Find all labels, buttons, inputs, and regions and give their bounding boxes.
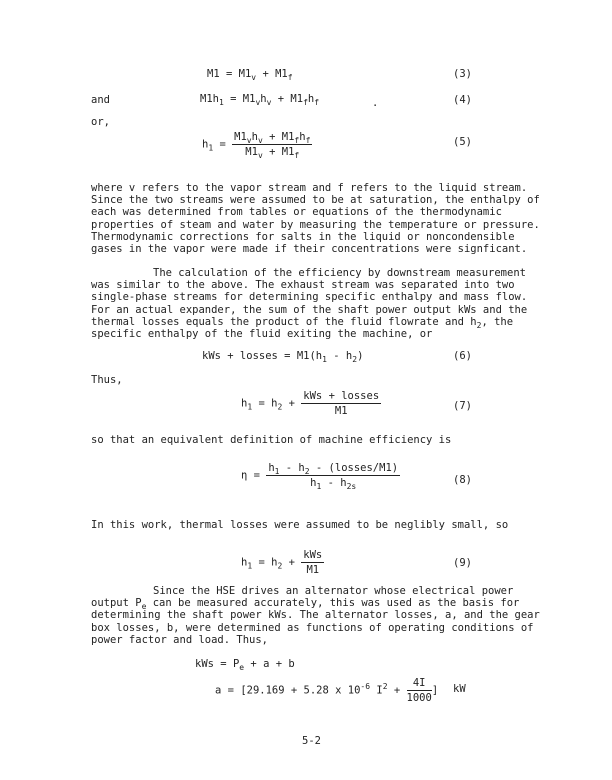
equation-number-5: (5)	[453, 136, 472, 148]
equation-7-fraction: $\frac{\text{kWs + losses}}{M1}$	[303, 390, 380, 417]
unit-kw: kW	[453, 683, 466, 695]
equation-kws: kWs = $P_e + a + b$	[195, 658, 295, 673]
paragraph-line: The calculation of the efficiency by downstream measurement	[153, 267, 526, 279]
equation-number-3: (3)	[453, 68, 472, 80]
stray-dot: .	[372, 97, 379, 109]
neglibly-small-sentence: In this work, thermal losses were assumed to be neglibly small, so	[91, 519, 509, 531]
paragraph-line: determining the shaft power kWs. The alternator losses, a, and the gear	[91, 609, 540, 622]
paragraph-line: box losses, b, were determined as functions of operating conditions of	[91, 621, 534, 634]
equation-3: $M1 = M1_v + M1_f$	[207, 68, 293, 83]
thus-label: Thus,	[91, 374, 123, 386]
equation-8: η = $\frac{h_1 - h_2 - (losses/M1)}{h_1 - h_{2s}}$	[241, 462, 399, 492]
paragraph-1	[91, 182, 540, 255]
paragraph-line: power factor and load. Thus,	[91, 633, 269, 646]
paragraph-line: For an actual expander, the sum of the shaft power output kWs and the	[91, 303, 528, 316]
and-label: and	[91, 94, 110, 106]
equivalent-definition-sentence: so that an equivalent definition of machine efficiency is	[91, 434, 452, 446]
equation-8-fraction: $\frac{h_1 - h_2 - (losses/M1)}{h_1 - h_{2s}}$	[268, 462, 399, 492]
paragraph-line: single-phase streams for determining specific enthalpy and mass flow.	[91, 291, 528, 304]
equation-number-8: (8)	[453, 474, 472, 486]
equation-number-6: (6)	[453, 350, 472, 362]
equation-number-7: (7)	[453, 400, 472, 412]
paragraph-line: thermal losses equals the product of the fluid flowrate and $h_2$, the	[91, 315, 514, 330]
paragraph-line: was similar to the above. The exhaust stream was separated into two	[91, 279, 515, 292]
paragraph-line: Since the two streams were assumed to be at saturation, the enthalpy of	[91, 194, 540, 207]
paragraph-line: properties of steam and water by measuring the temperature or pressure.	[91, 218, 540, 231]
equation-5: $h_1$ = $\frac{M1_vh_v + M1_fh_f}{M1_v + M1_f}$	[202, 131, 311, 161]
paragraph-line: each was determined from tables or equations of the thermodynamic	[91, 206, 502, 219]
paragraph-line: specific enthalpy of the fluid exiting the machine, or	[91, 328, 433, 341]
equation-alternator-fraction: $\frac{4I}{1000}$	[406, 677, 432, 704]
equation-6: kWs + losses = $M1(h_1 - h_2)$	[202, 350, 364, 365]
or-label: or,	[91, 116, 110, 128]
equation-9-fraction: $\frac{\text{kWs}}{M1}$	[303, 549, 323, 576]
equation-7: $h_1 = h_2$ + $\frac{\text{kWs + losses}}{M1}$	[241, 390, 380, 417]
paragraph-line: output $P_e$ can be measured accurately, this was used as the basis for	[91, 597, 520, 612]
paragraph-2	[91, 267, 527, 340]
paragraph-line: Since the HSE drives an alternator whose electrical power	[153, 585, 514, 597]
paragraph-line: Thermodynamic corrections for salts in the liquid or noncondensible	[91, 230, 515, 243]
equation-alternator-losses: a = [29.169 + 5.28 x $10^{-6}$ $I^2$ + $\frac{4I}{1000}$ ]	[215, 677, 439, 704]
equation-number-9: (9)	[453, 557, 472, 569]
equation-9: $h_1 = h_2$ + $\frac{\text{kWs}}{M1}$	[241, 549, 323, 576]
paragraph-line: gases in the vapor were made if their concentrations were signficant.	[91, 243, 528, 256]
equation-5-fraction: $\frac{M1_vh_v + M1_fh_f}{M1_v + M1_f}$	[234, 131, 311, 161]
equation-number-4: (4)	[453, 94, 472, 106]
paragraph-line: where v refers to the vapor stream and f refers to the liquid stream.	[91, 182, 528, 194]
page-number: 5-2	[302, 735, 321, 747]
equation-4: $M1h_1 = M1_vh_v + M1_fh_f$	[200, 93, 320, 108]
paragraph-3	[91, 585, 540, 646]
